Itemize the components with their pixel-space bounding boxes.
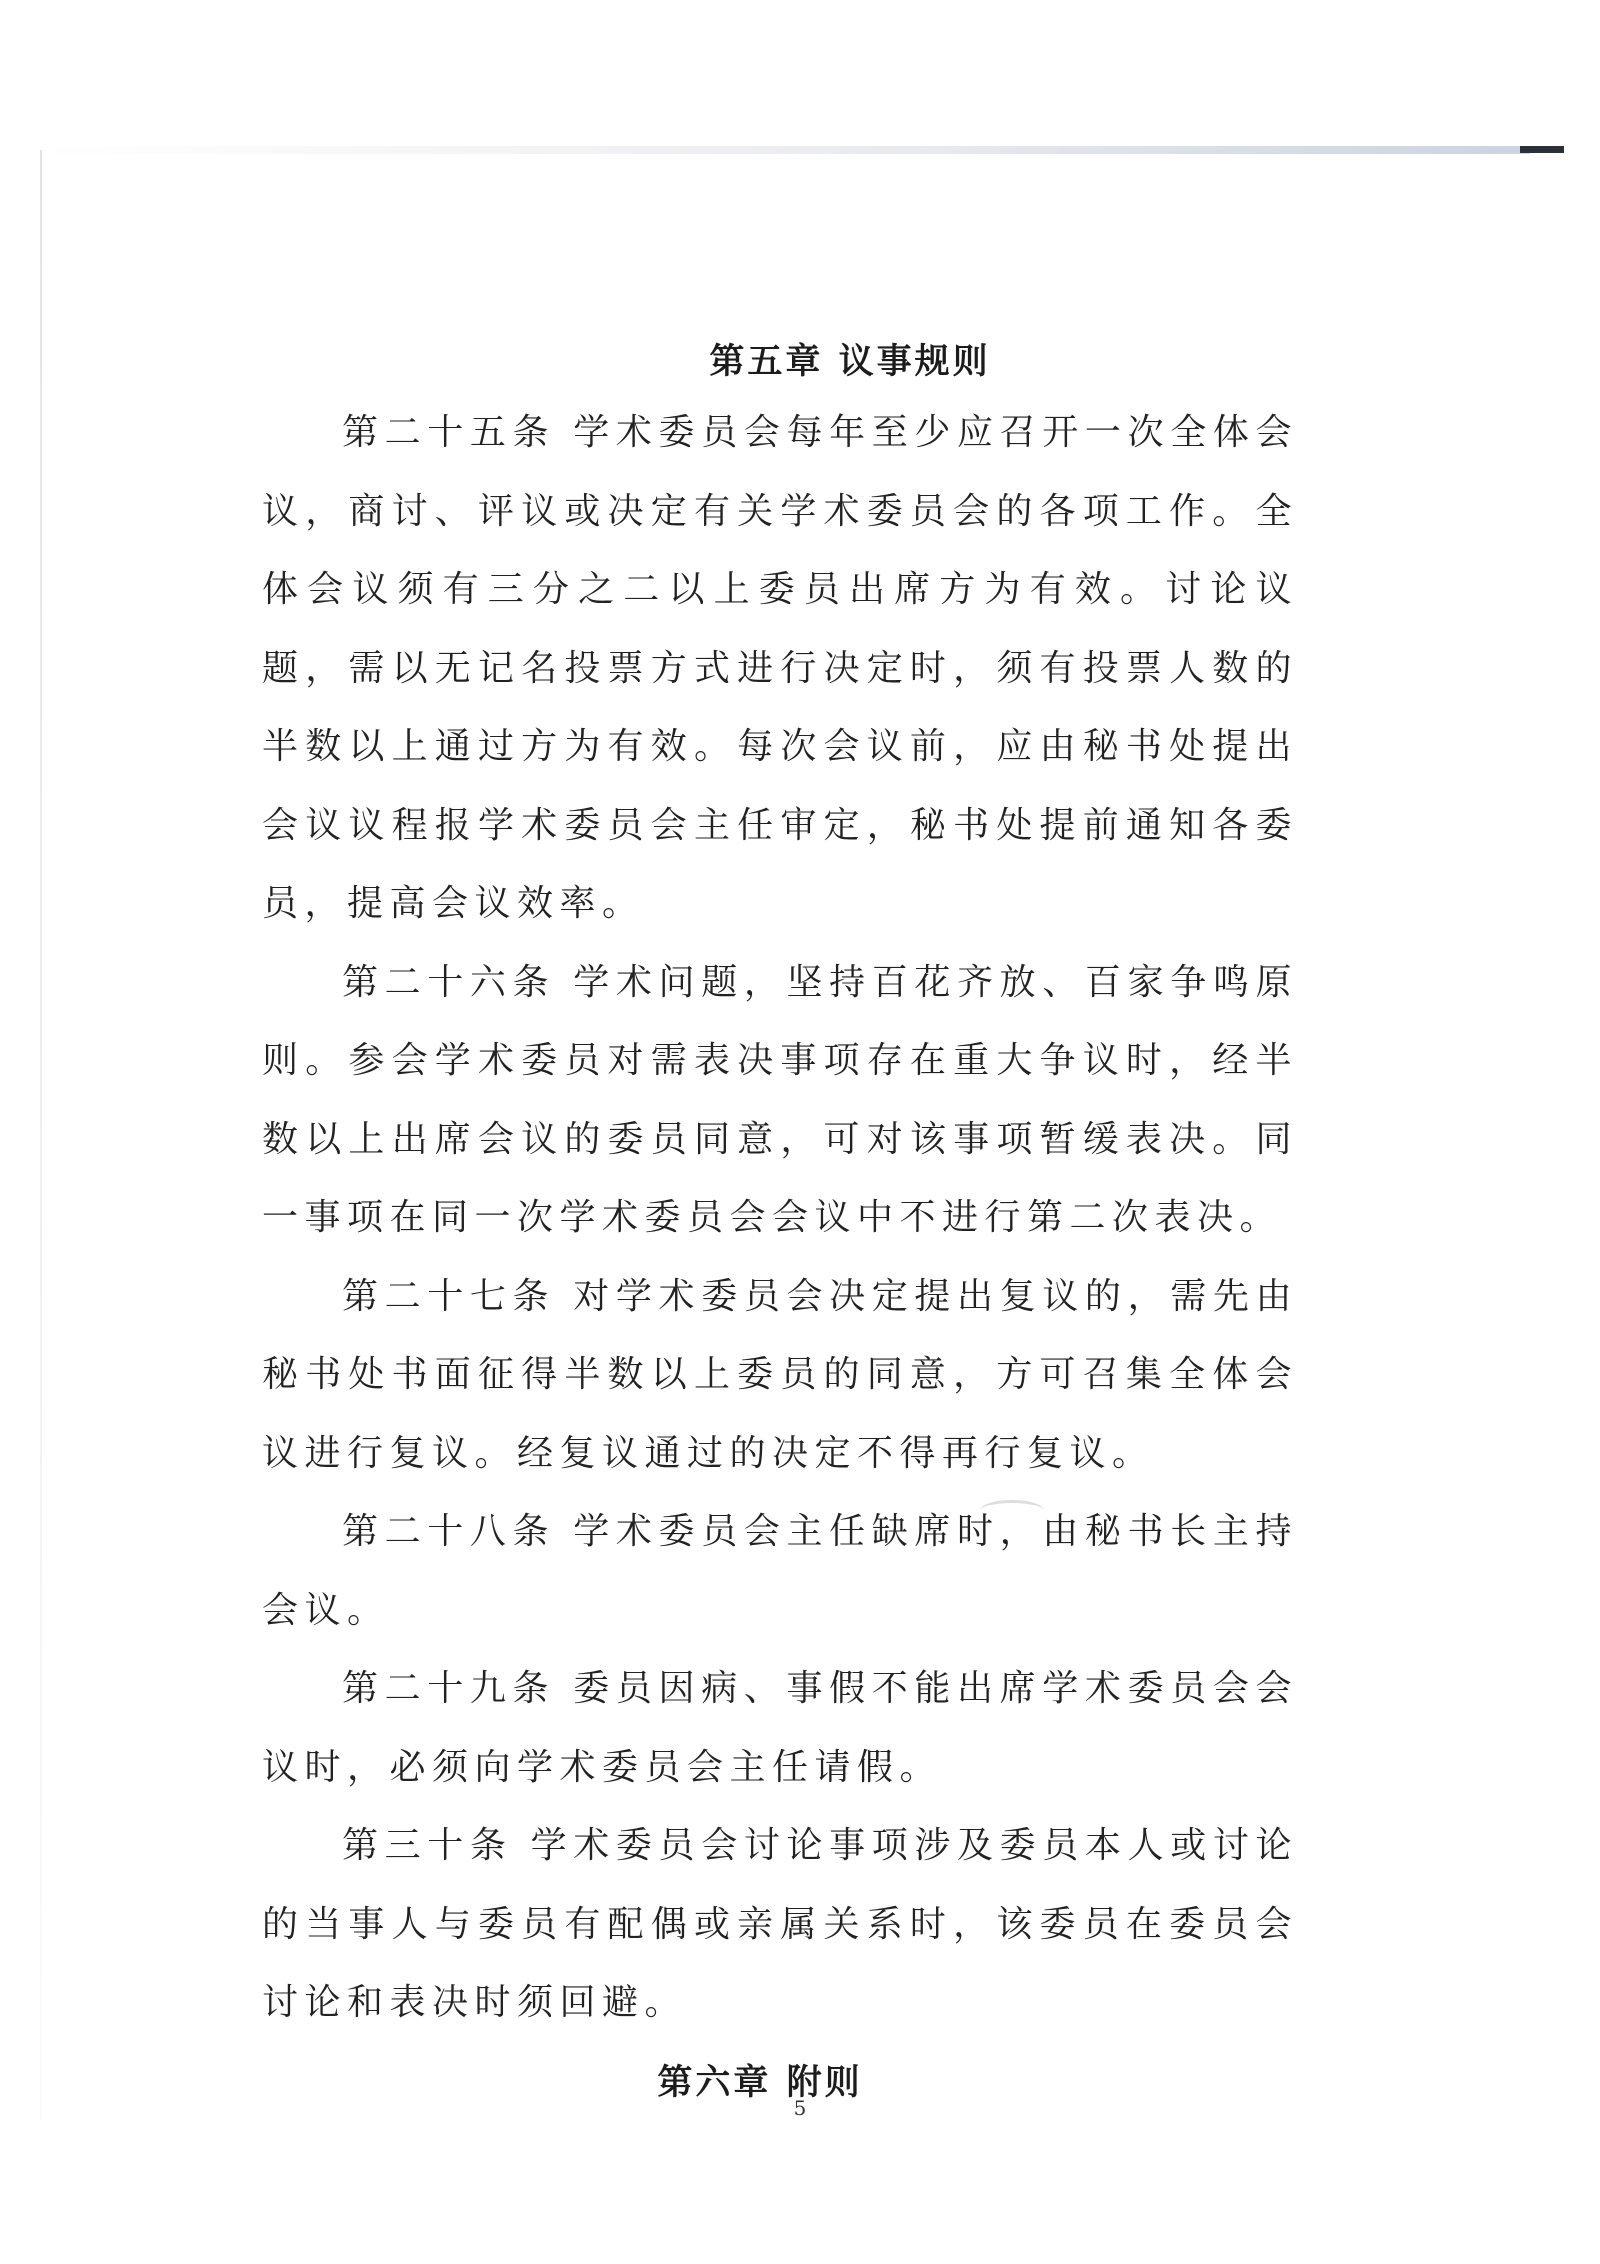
article-29: 第二十九条 委员因病、事假不能出席学术委员会会议时，必须向学术委员会主任请假。 bbox=[262, 1668, 1298, 1788]
article-28: 第二十八条 学术委员会主任缺席时，由秘书长主持会议。 bbox=[262, 1511, 1298, 1631]
scan-corner-mark bbox=[1520, 146, 1564, 153]
article-30: 第三十条 学术委员会讨论事项涉及委员本人或讨论的当事人与委员有配偶或亲属关系时，该委员在委员会讨论和表决时须回避。 bbox=[262, 1825, 1298, 2023]
article-26: 第二十六条 学术问题，坚持百花齐放、百家争鸣原则。参会学术委员对需表决事项存在重大争议时，经半数以上出席会议的委员同意，可对该事项暂缓表决。同一事项在同一次学术委员会会议中不进行第二次表决。 bbox=[262, 961, 1298, 1238]
page-number: 5 bbox=[793, 2096, 807, 2120]
chapter-six-title: 第六章 附则 bbox=[657, 2062, 863, 2103]
article-27: 第二十七条 对学术委员会决定提出复议的，需先由秘书处书面征得半数以上委员的同意，方可召集全体会议进行复议。经复议通过的决定不得再行复议。 bbox=[262, 1275, 1298, 1474]
scan-top-edge-shadow bbox=[40, 146, 1530, 154]
chapter-five-title: 第五章 议事规则 bbox=[709, 342, 991, 382]
document-page bbox=[262, 330, 1298, 2115]
scan-left-edge bbox=[40, 150, 42, 2120]
article-25: 第二十五条 学术委员会每年至少应召开一次全体会议，商讨、评议或决定有关学术委员会的各项工作。全体会议须有三分之二以上委员出席方为有效。讨论议题，需以无记名投票方式进行决定时，须有投票人数的半数以上通过方为有效。每次会议前，应由秘书处提出会议议程报学术委员会主任审定，秘书处提前通知各委员，提高会议效率。 bbox=[262, 412, 1298, 924]
